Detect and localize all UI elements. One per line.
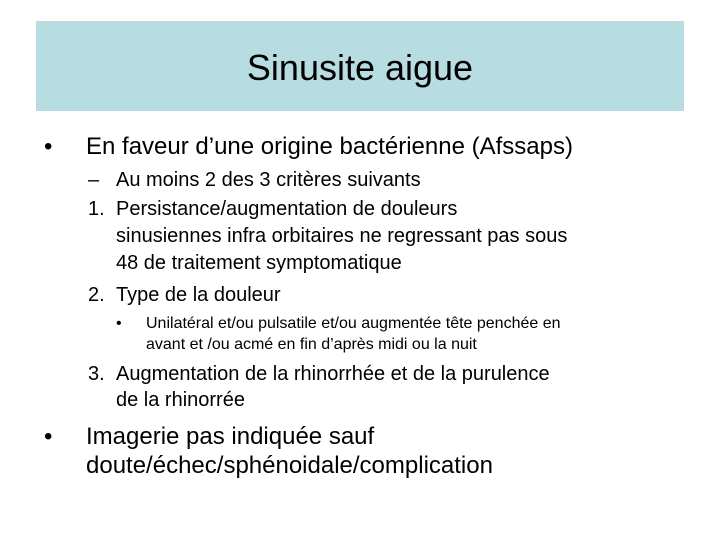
pain-type-line-2: avant et /ou acmé en fin d’après midi ou la nuit (146, 336, 477, 353)
criteria-intro: Au moins 2 des 3 critères suivants (116, 169, 421, 191)
bullet-2-line-1: Imagerie pas indiquée sauf (86, 423, 375, 450)
bullet-1-marker: • (44, 133, 53, 160)
criterion-1-line-1: Persistance/augmentation de douleurs (116, 198, 458, 220)
criterion-1-number: 1. (88, 198, 105, 220)
criterion-1-line-2: sinusiennes infra orbitaires ne regressant pas sous (116, 225, 568, 247)
criterion-2-text: Type de la douleur (116, 284, 281, 306)
criterion-2-number: 2. (88, 284, 105, 306)
criterion-3-line-1: Augmentation de la rhinorrhée et de la purulence (116, 363, 550, 385)
criterion-3-number: 3. (88, 363, 105, 385)
bullet-2-marker: • (44, 423, 53, 450)
dash-marker: – (88, 169, 100, 191)
pain-type-bullet-marker: • (116, 315, 122, 332)
bullet-1-text: En faveur d’une origine bactérienne (Afssaps) (86, 133, 573, 160)
pain-type-line-1: Unilatéral et/ou pulsatile et/ou augmentée tête penchée en (146, 315, 561, 332)
slide-title: Sinusite aigue (246, 47, 474, 88)
criterion-1-line-3: 48 de traitement symptomatique (116, 252, 402, 274)
criterion-3-line-2: de la rhinorrée (116, 389, 245, 411)
bullet-2-line-2: doute/échec/sphénoidale/complication (86, 452, 493, 479)
